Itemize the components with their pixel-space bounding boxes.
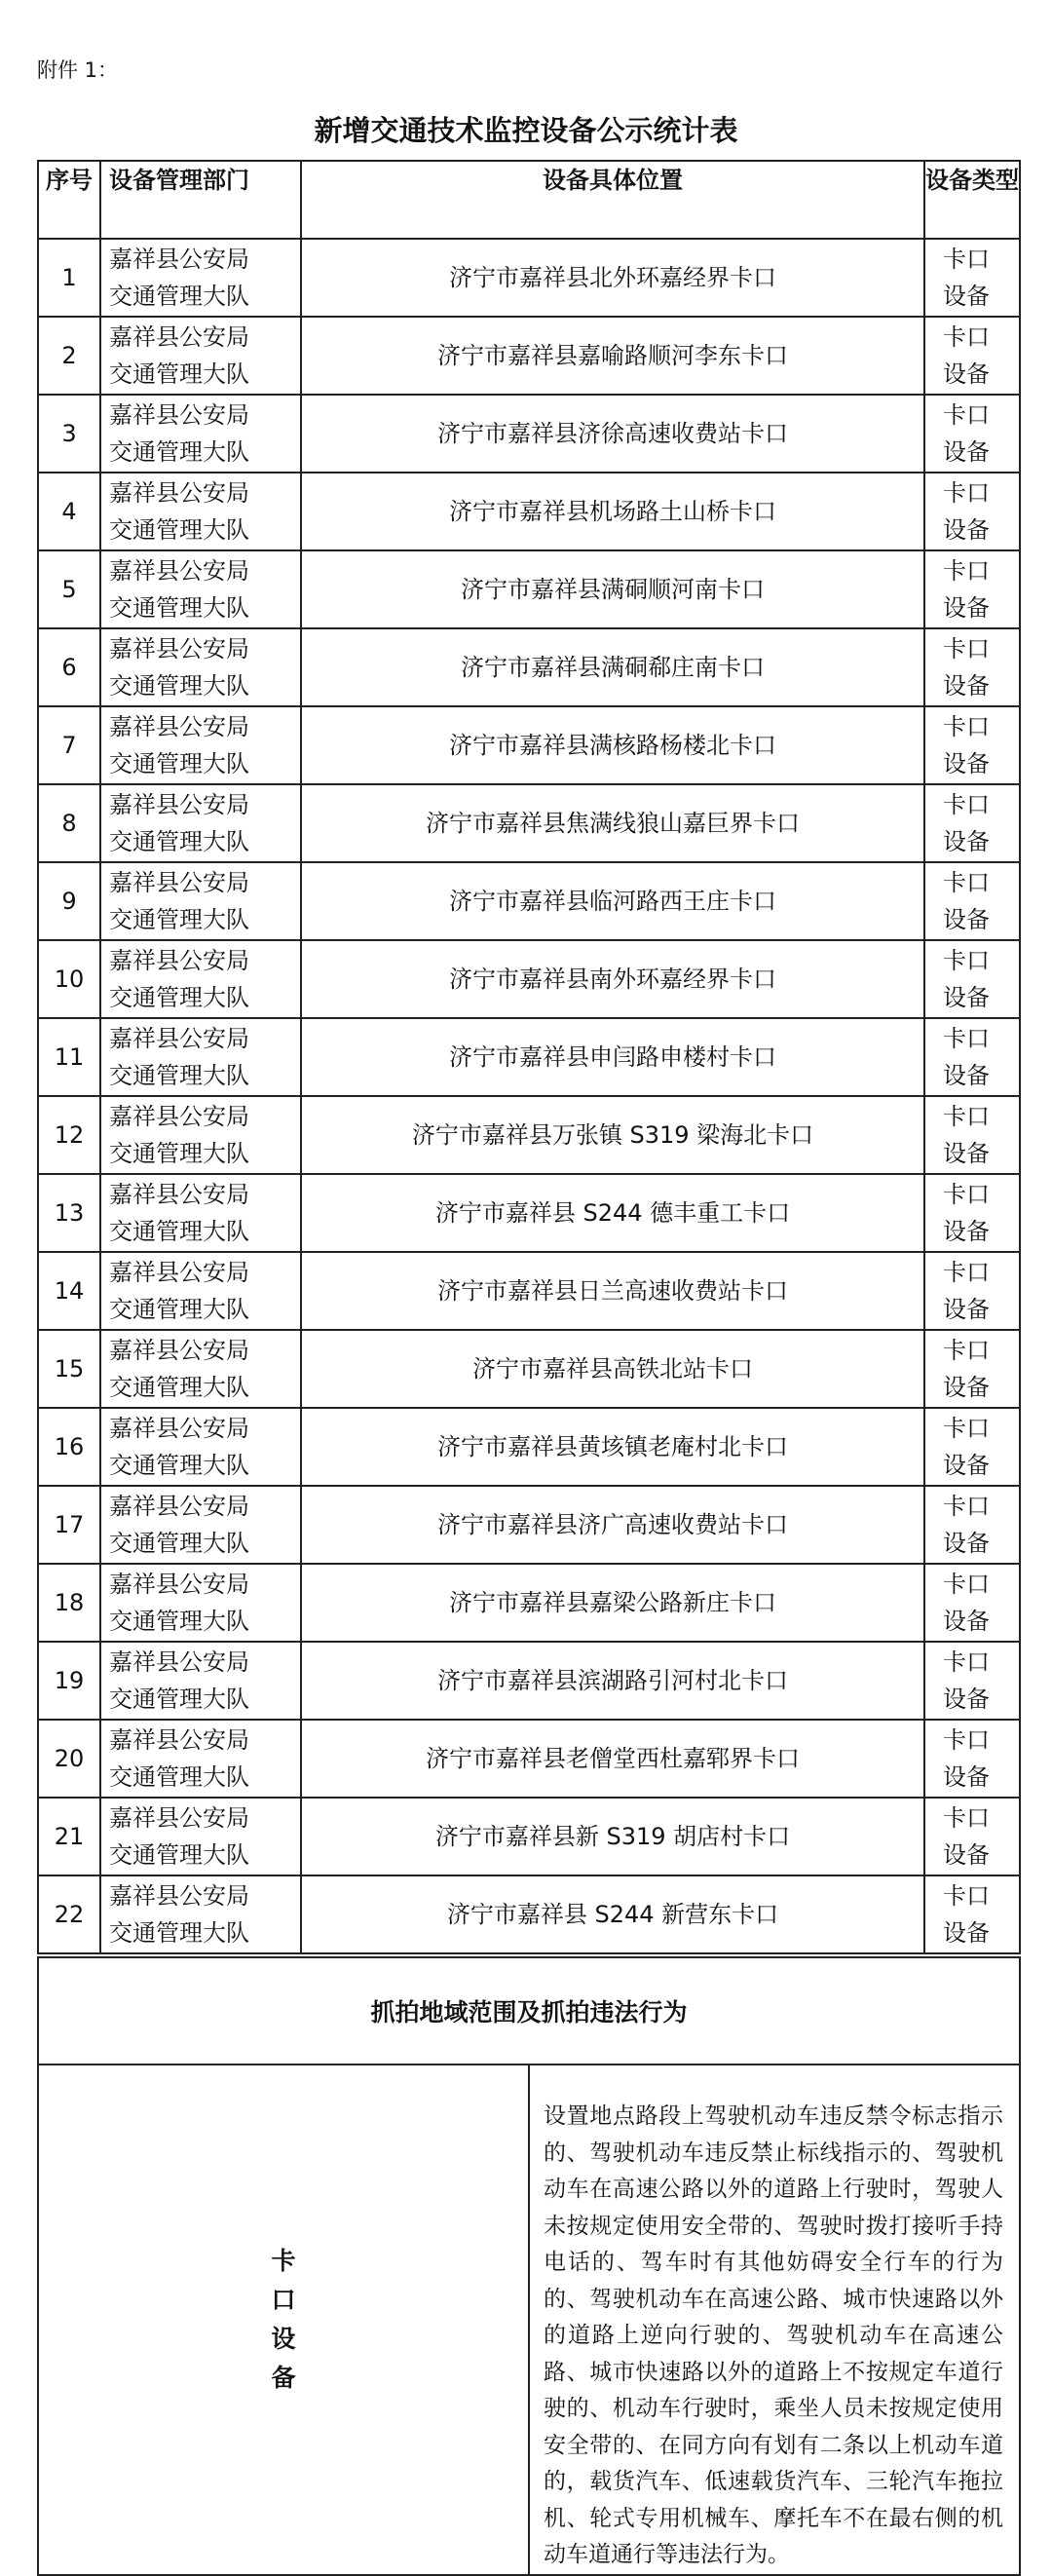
table-row <box>38 395 1020 473</box>
row-type-line: 卡口 <box>943 1726 990 1754</box>
row-location: 济宁市嘉祥县申闫路申楼村卡口 <box>301 1018 924 1096</box>
row-location: 济宁市嘉祥县南外环嘉经界卡口 <box>301 940 924 1018</box>
row-number: 18 <box>38 1564 100 1642</box>
table-row <box>38 706 1020 784</box>
row-type-line: 设备 <box>943 1452 990 1479</box>
table-row <box>38 784 1020 862</box>
row-dept-line: 交通管理大队 <box>109 594 249 622</box>
row-type-line: 设备 <box>943 360 990 388</box>
scope-device-label <box>38 2065 529 2575</box>
table-row <box>38 940 1020 1018</box>
scope-label-char: 卡 <box>271 2246 296 2275</box>
row-number: 22 <box>38 1875 100 1953</box>
row-type <box>924 1798 1020 1875</box>
row-number: 5 <box>38 550 100 628</box>
row-dept <box>100 1018 301 1096</box>
row-dept <box>100 395 301 473</box>
row-number: 8 <box>38 784 100 862</box>
row-location: 济宁市嘉祥县 S244 德丰重工卡口 <box>301 1174 924 1252</box>
row-number: 20 <box>38 1720 100 1798</box>
table-header-row <box>38 161 1020 239</box>
row-type-line: 卡口 <box>943 1103 990 1130</box>
row-type <box>924 395 1020 473</box>
row-dept-line: 交通管理大队 <box>109 1218 249 1245</box>
row-type-line: 设备 <box>943 1686 990 1713</box>
row-location: 济宁市嘉祥县万张镇 S319 梁海北卡口 <box>301 1096 924 1174</box>
scope-heading-row <box>38 1957 1020 2065</box>
row-dept-line: 嘉祥县公安局 <box>109 869 249 896</box>
row-dept-line: 嘉祥县公安局 <box>109 947 249 974</box>
table-row <box>38 628 1020 706</box>
row-type <box>924 1642 1020 1720</box>
row-type <box>924 862 1020 940</box>
row-dept <box>100 940 301 1018</box>
row-dept-line: 交通管理大队 <box>109 1374 249 1401</box>
table-row <box>38 1252 1020 1330</box>
row-dept-line: 交通管理大队 <box>109 1608 249 1635</box>
row-type-line: 设备 <box>943 1140 990 1167</box>
row-dept-line: 交通管理大队 <box>109 1296 249 1323</box>
row-dept-line: 交通管理大队 <box>109 1841 249 1869</box>
row-dept-line: 嘉祥县公安局 <box>109 1493 249 1520</box>
row-type <box>924 550 1020 628</box>
row-type <box>924 784 1020 862</box>
row-dept-line: 嘉祥县公安局 <box>109 1726 249 1754</box>
row-dept-line: 嘉祥县公安局 <box>109 635 249 663</box>
row-number: 11 <box>38 1018 100 1096</box>
row-number: 9 <box>38 862 100 940</box>
row-type-line: 卡口 <box>943 246 990 273</box>
row-number: 4 <box>38 473 100 550</box>
table-row <box>38 1174 1020 1252</box>
row-dept-line: 嘉祥县公安局 <box>109 713 249 740</box>
row-dept-line: 嘉祥县公安局 <box>109 557 249 585</box>
row-dept-line: 交通管理大队 <box>109 360 249 388</box>
table-row <box>38 1642 1020 1720</box>
row-type-line: 设备 <box>943 1530 990 1557</box>
row-dept-line: 嘉祥县公安局 <box>109 1571 249 1598</box>
row-dept <box>100 1720 301 1798</box>
row-dept-line: 嘉祥县公安局 <box>109 323 249 351</box>
row-location: 济宁市嘉祥县济广高速收费站卡口 <box>301 1486 924 1564</box>
row-location: 济宁市嘉祥县满核路杨楼北卡口 <box>301 706 924 784</box>
row-number: 14 <box>38 1252 100 1330</box>
row-number: 3 <box>38 395 100 473</box>
row-dept-line: 交通管理大队 <box>109 1062 249 1089</box>
row-dept <box>100 1330 301 1408</box>
row-number: 7 <box>38 706 100 784</box>
header-dept: 设备管理部门 <box>100 161 301 239</box>
row-type-line: 设备 <box>943 984 990 1011</box>
row-dept <box>100 1798 301 1875</box>
row-type-line: 设备 <box>943 750 990 777</box>
row-dept-line: 交通管理大队 <box>109 1530 249 1557</box>
row-type <box>924 1174 1020 1252</box>
table-row <box>38 1408 1020 1486</box>
scope-label-char: 备 <box>271 2363 296 2392</box>
row-number: 21 <box>38 1798 100 1875</box>
row-number: 6 <box>38 628 100 706</box>
row-type <box>924 628 1020 706</box>
row-type-line: 卡口 <box>943 1415 990 1442</box>
row-dept <box>100 239 301 317</box>
row-type-line: 设备 <box>943 906 990 933</box>
row-dept-line: 交通管理大队 <box>109 672 249 700</box>
table-row <box>38 1486 1020 1564</box>
row-dept-line: 嘉祥县公安局 <box>109 1259 249 1286</box>
row-dept-line: 嘉祥县公安局 <box>109 1337 249 1364</box>
row-type <box>924 1330 1020 1408</box>
row-type <box>924 317 1020 395</box>
scope-table <box>37 1956 1021 2576</box>
row-dept <box>100 628 301 706</box>
table-row <box>38 317 1020 395</box>
row-location: 济宁市嘉祥县黄垓镇老庵村北卡口 <box>301 1408 924 1486</box>
row-type <box>924 1486 1020 1564</box>
header-location: 设备具体位置 <box>301 161 924 239</box>
row-type <box>924 1096 1020 1174</box>
row-type-line: 设备 <box>943 1218 990 1245</box>
row-dept <box>100 784 301 862</box>
row-dept-line: 交通管理大队 <box>109 828 249 855</box>
row-type-line: 设备 <box>943 594 990 622</box>
row-dept-line: 嘉祥县公安局 <box>109 1103 249 1130</box>
row-type-line: 卡口 <box>943 1648 990 1676</box>
row-dept <box>100 1408 301 1486</box>
table-row <box>38 1330 1020 1408</box>
row-type-line: 设备 <box>943 516 990 544</box>
row-dept-line: 交通管理大队 <box>109 906 249 933</box>
row-type-line: 设备 <box>943 1296 990 1323</box>
header-no: 序号 <box>38 161 100 239</box>
row-type-line: 设备 <box>943 283 990 310</box>
row-dept <box>100 1252 301 1330</box>
row-dept-line: 交通管理大队 <box>109 1763 249 1791</box>
row-type-line: 设备 <box>943 1608 990 1635</box>
row-location: 济宁市嘉祥县满硐郗庄南卡口 <box>301 628 924 706</box>
row-location: 济宁市嘉祥县临河路西王庄卡口 <box>301 862 924 940</box>
row-type-line: 卡口 <box>943 557 990 585</box>
row-dept-line: 交通管理大队 <box>109 283 249 310</box>
scope-heading: 抓拍地域范围及抓拍违法行为 <box>38 1957 1020 2065</box>
row-location: 济宁市嘉祥县日兰高速收费站卡口 <box>301 1252 924 1330</box>
row-dept-line: 嘉祥县公安局 <box>109 479 249 507</box>
row-type-line: 卡口 <box>943 1882 990 1910</box>
row-location: 济宁市嘉祥县嘉喻路顺河李东卡口 <box>301 317 924 395</box>
row-dept <box>100 1174 301 1252</box>
row-type-line: 卡口 <box>943 479 990 507</box>
row-type-line: 设备 <box>943 1374 990 1401</box>
table-body <box>38 239 1020 1953</box>
row-location: 济宁市嘉祥县 S244 新营东卡口 <box>301 1875 924 1953</box>
row-location: 济宁市嘉祥县嘉梁公路新庄卡口 <box>301 1564 924 1642</box>
row-location: 济宁市嘉祥县机场路土山桥卡口 <box>301 473 924 550</box>
header-type: 设备类型 <box>924 161 1020 239</box>
row-dept-line: 交通管理大队 <box>109 984 249 1011</box>
row-number: 15 <box>38 1330 100 1408</box>
row-dept <box>100 1875 301 1953</box>
table-row <box>38 1720 1020 1798</box>
row-type-line: 卡口 <box>943 1804 990 1832</box>
row-number: 2 <box>38 317 100 395</box>
row-number: 10 <box>38 940 100 1018</box>
row-type-line: 卡口 <box>943 1493 990 1520</box>
row-dept <box>100 473 301 550</box>
row-dept <box>100 1642 301 1720</box>
row-type-line: 卡口 <box>943 713 990 740</box>
row-type-line: 设备 <box>943 1763 990 1791</box>
row-dept-line: 交通管理大队 <box>109 516 249 544</box>
row-number: 17 <box>38 1486 100 1564</box>
row-location: 济宁市嘉祥县焦满线狼山嘉巨界卡口 <box>301 784 924 862</box>
row-number: 1 <box>38 239 100 317</box>
table-row <box>38 1096 1020 1174</box>
row-type-line: 设备 <box>943 1919 990 1947</box>
row-type <box>924 473 1020 550</box>
table-row <box>38 1875 1020 1953</box>
row-location: 济宁市嘉祥县北外环嘉经界卡口 <box>301 239 924 317</box>
row-type-line: 设备 <box>943 1062 990 1089</box>
row-location: 济宁市嘉祥县新 S319 胡店村卡口 <box>301 1798 924 1875</box>
row-type <box>924 239 1020 317</box>
row-type-line: 设备 <box>943 672 990 700</box>
row-dept <box>100 550 301 628</box>
row-dept-line: 嘉祥县公安局 <box>109 246 249 273</box>
row-dept-line: 交通管理大队 <box>109 1140 249 1167</box>
row-type-line: 卡口 <box>943 1259 990 1286</box>
row-number: 16 <box>38 1408 100 1486</box>
row-dept <box>100 317 301 395</box>
table-row <box>38 1798 1020 1875</box>
row-location: 济宁市嘉祥县济徐高速收费站卡口 <box>301 395 924 473</box>
row-dept-line: 嘉祥县公安局 <box>109 1804 249 1832</box>
row-type <box>924 1564 1020 1642</box>
row-dept-line: 嘉祥县公安局 <box>109 1648 249 1676</box>
row-location: 济宁市嘉祥县高铁北站卡口 <box>301 1330 924 1408</box>
row-type-line: 卡口 <box>943 947 990 974</box>
table-row <box>38 862 1020 940</box>
row-dept <box>100 1096 301 1174</box>
row-type <box>924 706 1020 784</box>
row-type-line: 卡口 <box>943 791 990 818</box>
table-row <box>38 239 1020 317</box>
row-type-line: 设备 <box>943 1841 990 1869</box>
row-type-line: 卡口 <box>943 869 990 896</box>
scope-violation-text: 设置地点路段上驾驶机动车违反禁令标志指示的、驾驶机动车违反禁止标线指示的、驾驶机动车在高速公路以外的道路上行驶时，驾驶人未按规定使用安全带的、驾驶时拨打接听手持电话的、驾车时有其他妨碍安全行车的行为的、驾驶机动车在高速公路、城市快速路以外的道路上逆向行驶的、驾驶机动车在高速公路、城市快速路以外的道路上不按规定车道行驶的、机动车行驶时，乘坐人员未按规定使用安全带的、在同方向有划有二条以上机动车道的，载货汽车、低速载货汽车、三轮汽车拖拉机、轮式专用机械车、摩托车不在最右侧的机动车道通行等违法行为。 <box>529 2065 1020 2575</box>
row-dept-line: 交通管理大队 <box>109 750 249 777</box>
row-type <box>924 1720 1020 1798</box>
row-type <box>924 1875 1020 1953</box>
row-dept-line: 嘉祥县公安局 <box>109 1882 249 1910</box>
row-dept-line: 嘉祥县公安局 <box>109 791 249 818</box>
row-type <box>924 1018 1020 1096</box>
row-type-line: 卡口 <box>943 1571 990 1598</box>
row-dept-line: 交通管理大队 <box>109 438 249 466</box>
equipment-table <box>37 160 1021 1954</box>
row-number: 13 <box>38 1174 100 1252</box>
row-type-line: 设备 <box>943 438 990 466</box>
row-type-line: 卡口 <box>943 1181 990 1208</box>
row-type <box>924 1408 1020 1486</box>
row-location: 济宁市嘉祥县滨湖路引河村北卡口 <box>301 1642 924 1720</box>
row-type-line: 设备 <box>943 828 990 855</box>
table-row <box>38 550 1020 628</box>
table-row <box>38 1018 1020 1096</box>
row-dept-line: 交通管理大队 <box>109 1452 249 1479</box>
row-type-line: 卡口 <box>943 401 990 429</box>
scope-label-char: 口 <box>271 2285 296 2314</box>
row-dept-line: 嘉祥县公安局 <box>109 401 249 429</box>
row-type <box>924 1252 1020 1330</box>
table-row <box>38 1564 1020 1642</box>
row-dept <box>100 1486 301 1564</box>
row-type-line: 卡口 <box>943 323 990 351</box>
row-dept-line: 嘉祥县公安局 <box>109 1025 249 1052</box>
table-title: 新增交通技术监控设备公示统计表 <box>314 114 738 147</box>
row-dept <box>100 1564 301 1642</box>
row-dept-line: 嘉祥县公安局 <box>109 1181 249 1208</box>
row-type-line: 卡口 <box>943 1025 990 1052</box>
table-row <box>38 473 1020 550</box>
row-number: 19 <box>38 1642 100 1720</box>
row-dept-line: 嘉祥县公安局 <box>109 1415 249 1442</box>
row-dept-line: 交通管理大队 <box>109 1919 249 1947</box>
attachment-label: 附件 1： <box>37 58 119 82</box>
row-dept-line: 交通管理大队 <box>109 1686 249 1713</box>
scope-body-row <box>38 2065 1020 2575</box>
row-dept <box>100 862 301 940</box>
scope-label-char: 设 <box>271 2324 296 2353</box>
row-type <box>924 940 1020 1018</box>
row-location: 济宁市嘉祥县老僧堂西杜嘉郓界卡口 <box>301 1720 924 1798</box>
row-type-line: 卡口 <box>943 635 990 663</box>
row-number: 12 <box>38 1096 100 1174</box>
row-type-line: 卡口 <box>943 1337 990 1364</box>
row-location: 济宁市嘉祥县满硐顺河南卡口 <box>301 550 924 628</box>
row-dept <box>100 706 301 784</box>
